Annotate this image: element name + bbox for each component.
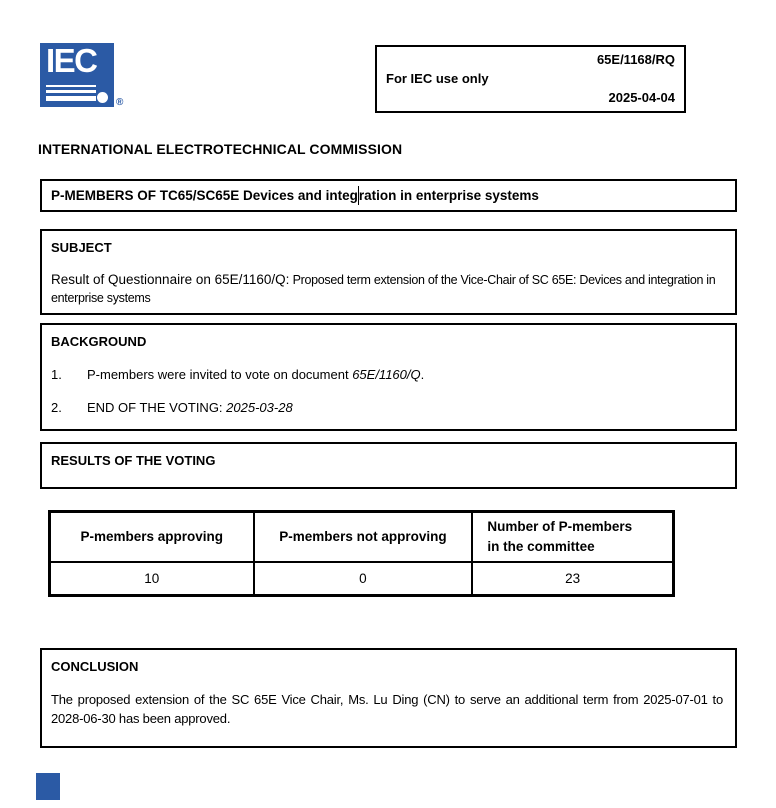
item-text-suffix: . <box>420 367 425 382</box>
header-line: in the committee <box>487 539 595 554</box>
iec-logo <box>40 43 114 107</box>
table-value-cell: 0 <box>254 562 473 595</box>
next-page-logo-fragment <box>36 773 60 800</box>
background-item <box>51 367 723 382</box>
conclusion-body: The proposed extension of the SC 65E Vice Chair, Ms. Lu Ding (CN) to serve an additional term from 2025-07-01 to 2028-06-30 has been approved. <box>51 692 723 726</box>
iec-use-box <box>375 45 686 113</box>
item-text <box>87 400 293 415</box>
item-text-run: END OF THE VOTING: <box>87 400 227 415</box>
subject-heading: SUBJECT <box>51 240 112 255</box>
subject-body-rest: Proposed term extension of the Vice-Chair of SC 65E: Devices and integration in enterprise systems <box>51 273 716 305</box>
document-number: 65E/1168/RQ <box>596 52 675 67</box>
item-text-italic: 65E/1160/Q <box>352 367 421 382</box>
subject-body-lead: Result of Questionnaire on 65E/1160/Q: <box>51 272 290 287</box>
table-header-row <box>50 512 674 563</box>
conclusion-section <box>40 648 737 748</box>
registered-trademark-icon: ® <box>116 97 124 108</box>
background-item <box>51 400 723 415</box>
document-date: 2025-04-04 <box>608 90 675 105</box>
table-value-cell: 10 <box>50 562 254 595</box>
table-value-row <box>50 562 674 595</box>
page-title: INTERNATIONAL ELECTROTECHNICAL COMMISSION <box>38 141 403 157</box>
item-text-run: P-members were invited to vote on document <box>87 367 353 382</box>
subject-body <box>51 271 723 307</box>
table-value-cell: 23 <box>472 562 673 595</box>
item-number: 1. <box>51 367 62 382</box>
background-heading: BACKGROUND <box>51 334 147 349</box>
results-section <box>40 442 737 489</box>
header-line: Number of P-members <box>487 519 633 534</box>
item-number: 2. <box>51 400 62 415</box>
results-heading: RESULTS OF THE VOTING <box>51 453 216 468</box>
table-header-cell: P-members not approving <box>254 512 473 563</box>
background-section <box>40 323 737 431</box>
conclusion-heading: CONCLUSION <box>51 659 139 674</box>
table-header-cell: P-members approving <box>50 512 254 563</box>
banner-text-before-caret: P-MEMBERS OF TC65/SC65E Devices and integ <box>51 188 358 203</box>
item-text <box>87 367 424 382</box>
banner-text-after-caret: ration in enterprise systems <box>358 188 539 203</box>
iec-logo-text: IEC <box>46 42 97 79</box>
pmembers-banner[interactable] <box>40 179 737 212</box>
use-only-label: For IEC use only <box>386 71 489 86</box>
subject-section <box>40 229 737 315</box>
logo-dot-icon <box>97 92 108 103</box>
logo-stripe-icon <box>46 96 96 101</box>
item-text-italic: 2025-03-28 <box>226 400 293 415</box>
table-header-cell <box>472 512 673 563</box>
logo-stripe-icon <box>46 85 96 87</box>
voting-table <box>48 510 675 597</box>
logo-stripe-icon <box>46 90 96 93</box>
